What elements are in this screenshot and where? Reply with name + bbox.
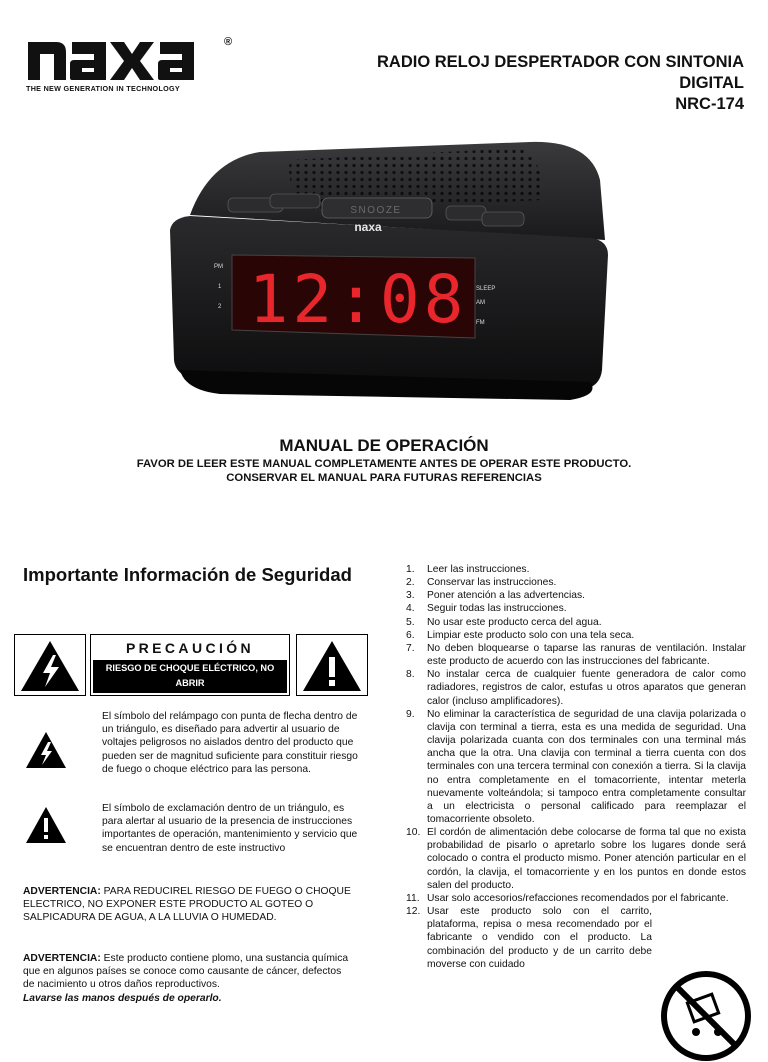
clock-radio-image xyxy=(150,120,620,420)
item-text: No usar este producto cerca del agua. xyxy=(427,616,602,628)
device-brand: naxa xyxy=(354,220,382,234)
lightning-warning-box xyxy=(14,634,86,696)
item-number: 1. xyxy=(406,564,415,575)
list-item xyxy=(406,668,746,707)
safety-section-title: Importante Información de Seguridad xyxy=(23,564,352,585)
list-item xyxy=(406,576,746,589)
item-number: 10. xyxy=(406,827,421,839)
alarm1-indicator: 1 xyxy=(218,284,222,290)
lightning-symbol-description: El símbolo del relámpago con punta de flecha dentro de un triángulo, es diseñado para advertir al usuario de voltajes peligrosos no aislados dentro del producto que pueden ser de magnitud suficiente para constituir riesgo de fuego o choque eléctrico para las persona. xyxy=(102,711,358,775)
document-title xyxy=(324,52,744,115)
manual-title: MANUAL DE OPERACIÓN xyxy=(279,436,489,455)
item-number: 11. xyxy=(406,892,420,904)
list-item xyxy=(406,905,652,971)
list-item xyxy=(406,629,746,642)
item-text: El cordón de alimentación debe colocarse de forma tal que no exista probabilidad de pisarlo o apretarlo sobre los lugares donde será colocado o contra el producto mismo. Poner atención particular en el cordón, la clavija, el tomacorriente y en los puntos en donde estos salen del producto. xyxy=(427,827,746,891)
list-item xyxy=(406,892,746,905)
item-number: 7. xyxy=(406,642,415,654)
registered-mark: ® xyxy=(224,36,233,48)
warning-label: ADVERTENCIA: xyxy=(23,953,101,964)
pm-indicator: PM xyxy=(214,264,223,270)
item-text: Usar este producto solo con el carrito, plataforma, repisa o mesa recomendado por el fabricante o vendido con el producto. La combinación del producto y de un carrito debe moverse con cuidado xyxy=(427,906,652,970)
brand-tagline: THE NEW GENERATION IN TECHNOLOGY xyxy=(26,84,181,93)
exclamation-symbol-description: El símbolo de exclamación dentro de un triángulo, es para alertar al usuario de la presencia de instrucciones importantes de operación, mantenimiento y servicio que se encuentran dentro de este instructivo xyxy=(102,803,358,854)
warning-text: Este producto contiene plomo, una sustancia química que en algunos países se conoce como causante de cáncer, defectos de nacimiento u otros daños reproductivos. xyxy=(23,953,349,991)
caution-body: RIESGO DE CHOQUE ELÉCTRICO, NO ABRIR xyxy=(93,660,287,693)
exclamation-warning-box xyxy=(296,634,368,696)
item-text: No instalar cerca de cualquier fuente generadora de calor como radiadores, registros de calor, estufas u otros aparatos que generan calor (incluso amplificadores). xyxy=(427,669,746,707)
exclamation-triangle-icon xyxy=(297,635,367,695)
item-number: 12. xyxy=(406,906,421,918)
list-item xyxy=(406,708,746,826)
item-number: 9. xyxy=(406,708,415,720)
warning-emphasis: Lavarse las manos después de operarlo. xyxy=(23,992,222,1004)
item-number: 6. xyxy=(406,629,415,641)
warning-water xyxy=(23,885,353,925)
manual-subtitle-1: FAVOR DE LEER ESTE MANUAL COMPLETAMENTE ANTES DE OPERAR ESTE PRODUCTO. xyxy=(136,458,632,470)
item-text: Poner atención a las advertencias. xyxy=(427,590,585,602)
list-item xyxy=(406,616,746,629)
manual-subtitle-2: CONSERVAR EL MANUAL PARA FUTURAS REFERENCIAS xyxy=(226,472,542,484)
item-number: 4. xyxy=(406,603,415,615)
safety-instructions-list xyxy=(406,563,746,971)
caution-heading: PRECAUCIÓN xyxy=(125,640,255,656)
item-number: 2. xyxy=(406,577,415,589)
item-text: Conservar las instrucciones. xyxy=(427,577,557,589)
item-number: 5. xyxy=(406,616,415,628)
fm-indicator: FM xyxy=(476,320,485,326)
warning-lead xyxy=(23,952,353,1005)
list-item xyxy=(406,826,746,892)
item-text: Usar solo accesorios/refacciones recomendados por el fabricante. xyxy=(427,892,729,904)
item-text: Leer las instrucciones. xyxy=(427,564,530,575)
am-indicator: AM xyxy=(476,300,485,306)
model-number: NRC-174 xyxy=(675,95,744,113)
warning-text: PARA REDUCIREL RIESGO DE FUEGO O CHOQUE ELECTRICO, NO EXPONER ESTE PRODUCTO AL GOTEO O SALPICADURA DE AGUA, A LA LLUVIA O HUMEDAD. xyxy=(23,886,351,924)
item-number: 8. xyxy=(406,669,415,681)
list-item xyxy=(406,602,746,615)
clock-display: 12:08 xyxy=(248,261,468,338)
title-line-1: RADIO RELOJ DESPERTADOR CON SINTONIA xyxy=(376,53,744,71)
brand-logo xyxy=(26,34,233,96)
cart-warning-icon xyxy=(660,970,752,1062)
item-number: 3. xyxy=(406,590,415,602)
item-text: Seguir todas las instrucciones. xyxy=(427,603,567,615)
list-item xyxy=(406,563,746,576)
warning-label: ADVERTENCIA: xyxy=(23,886,101,897)
item-text: No deben bloquearse o taparse las ranuras de ventilación. Instalar este producto de acuerdo con las instrucciones del fabricante. xyxy=(427,642,746,668)
lightning-triangle-icon xyxy=(15,635,85,695)
alarm2-indicator: 2 xyxy=(218,304,222,310)
caution-label-box xyxy=(90,634,290,696)
naxa-wordmark xyxy=(26,34,206,82)
sleep-indicator: SLEEP xyxy=(476,286,496,292)
lightning-symbol-icon xyxy=(24,730,68,770)
snooze-label: SNOOZE xyxy=(350,205,402,216)
title-line-2: DIGITAL xyxy=(679,74,744,92)
item-text: No eliminar la característica de seguridad de una clavija polarizada o clavija con terminal a tierra, esta es una medida de seguridad. Una clavija polarizada cuanta con dos terminales con una terminal más ancha que la otra. Una clavija con terminal a tierra cuenta con dos terminales con una tercera terminal con conexión a tierra. Si la clavija no entra completamente en el tomacorriente, intentar meterla nuevamente volteándola; si tampoco entra completamente consultar a un electricista o personal calificado para reemplazar el tomacorriente obsoleto. xyxy=(427,708,746,825)
list-item xyxy=(406,642,746,668)
list-item xyxy=(406,589,746,602)
caution-panel xyxy=(14,634,366,696)
item-text: Limpiar este producto solo con una tela seca. xyxy=(427,629,635,641)
exclamation-symbol-icon xyxy=(24,805,68,845)
